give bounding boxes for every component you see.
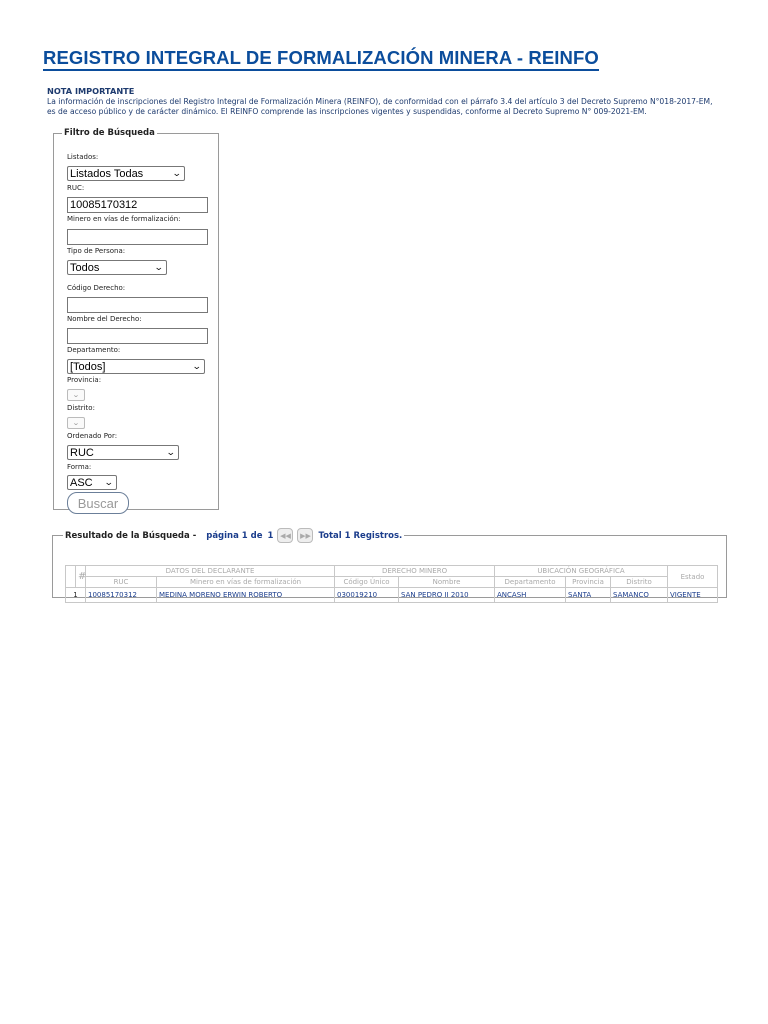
column-ruc: RUC: [86, 577, 157, 588]
ruc-label: RUC:: [67, 184, 85, 192]
cell-ruc[interactable]: 10085170312: [86, 588, 157, 603]
cell-nombre[interactable]: SAN PEDRO II 2010: [399, 588, 495, 603]
listados-value: Listados Todas: [70, 167, 144, 180]
ruc-input-value: 10085170312: [70, 199, 138, 211]
chevron-down-icon: ⌄: [72, 420, 80, 427]
nombre-derecho-label: Nombre del Derecho:: [67, 315, 142, 323]
minero-input[interactable]: [67, 229, 208, 245]
cell-departamento[interactable]: ANCASH: [495, 588, 566, 603]
column-nombre: Nombre: [399, 577, 495, 588]
listados-label: Listados:: [67, 153, 99, 161]
filter-legend: Filtro de Búsqueda: [64, 128, 155, 138]
cell-provincia[interactable]: SANTA: [566, 588, 611, 603]
distrito-label: Distrito:: [67, 404, 95, 412]
column-provincia: Provincia: [566, 577, 611, 588]
tipo-persona-select[interactable]: [67, 260, 167, 275]
departamento-select[interactable]: [67, 359, 205, 374]
forma-select[interactable]: [67, 475, 117, 490]
column-distrito: Distrito: [611, 577, 668, 588]
results-legend-label: Resultado de la Búsqueda -: [65, 530, 197, 541]
forma-label: Forma:: [67, 463, 92, 471]
next-page-icon[interactable]: ▶▶: [297, 528, 313, 543]
ordenado-select[interactable]: [67, 445, 179, 460]
header-ubicacion: UBICACIÓN GEOGRÁFICA: [495, 566, 668, 577]
header-hash: #: [76, 566, 86, 588]
codigo-derecho-input[interactable]: [67, 297, 208, 313]
results-panel: [52, 528, 727, 598]
chevron-down-icon: ⌄: [172, 168, 183, 178]
cell-distrito[interactable]: SAMANCO: [611, 588, 668, 603]
ruc-input[interactable]: [67, 197, 208, 213]
column-codigo: Código Único: [335, 577, 399, 588]
provincia-select[interactable]: [67, 389, 85, 401]
tipo-persona-label: Tipo de Persona:: [67, 247, 126, 255]
column-departamento: Departamento: [495, 577, 566, 588]
column-minero: Minero en vías de formalización: [157, 577, 335, 588]
listados-select[interactable]: [67, 166, 185, 181]
ordenado-label: Ordenado Por:: [67, 432, 118, 440]
note-heading: NOTA IMPORTANTE: [47, 86, 135, 96]
departamento-label: Departamento:: [67, 346, 121, 354]
note-text: La información de inscripciones del Registro Integral de Formalización Minera (REINFO), de conformidad con el párrafo 3.4 del artículo 3 del Decreto Supremo N°018-2017-EM, es de acceso público y de carácter dinámico. El REINFO comprende las inscripciones vigentes y suspendidas, conforme al Decreto Supremo N° 009-2021-EM.: [47, 97, 713, 116]
corner-cell: [66, 566, 76, 588]
header-derecho-minero: DERECHO MINERO: [335, 566, 495, 577]
header-declarante: DATOS DEL DECLARANTE: [86, 566, 335, 577]
chevron-down-icon: ⌄: [154, 262, 165, 272]
results-legend: [63, 528, 404, 543]
row-index: 1: [66, 588, 86, 603]
search-filter-panel: [53, 128, 219, 510]
cell-codigo[interactable]: 030019210: [335, 588, 399, 603]
header-estado: Estado: [668, 566, 718, 588]
table-row[interactable]: [66, 588, 718, 603]
codigo-derecho-label: Código Derecho:: [67, 284, 126, 292]
chevron-down-icon: ⌄: [166, 447, 177, 457]
nombre-derecho-input[interactable]: [67, 328, 208, 344]
provincia-label: Provincia:: [67, 376, 102, 384]
ordenado-value: RUC: [70, 446, 94, 459]
buscar-button[interactable]: Buscar: [67, 492, 129, 514]
departamento-value: [Todos]: [70, 360, 106, 373]
chevron-down-icon: ⌄: [72, 392, 80, 399]
forma-value: ASC: [70, 476, 93, 489]
minero-label: Minero en vías de formalización:: [67, 215, 181, 223]
cell-minero[interactable]: MEDINA MORENO ERWIN ROBERTO: [157, 588, 335, 603]
tipo-persona-value: Todos: [70, 261, 100, 274]
distrito-select[interactable]: [67, 417, 85, 429]
pagination-total-pages: 1: [267, 530, 274, 541]
pagination-text: página 1 de: [206, 530, 263, 541]
chevron-down-icon: ⌄: [104, 477, 115, 487]
prev-page-icon[interactable]: ◀◀: [277, 528, 293, 543]
cell-estado[interactable]: VIGENTE: [668, 588, 718, 603]
results-table: [65, 565, 718, 603]
chevron-down-icon: ⌄: [192, 361, 203, 371]
page-title: REGISTRO INTEGRAL DE FORMALIZACIÓN MINERA - REINFO: [43, 47, 599, 71]
total-records: Total 1 Registros.: [318, 530, 403, 541]
